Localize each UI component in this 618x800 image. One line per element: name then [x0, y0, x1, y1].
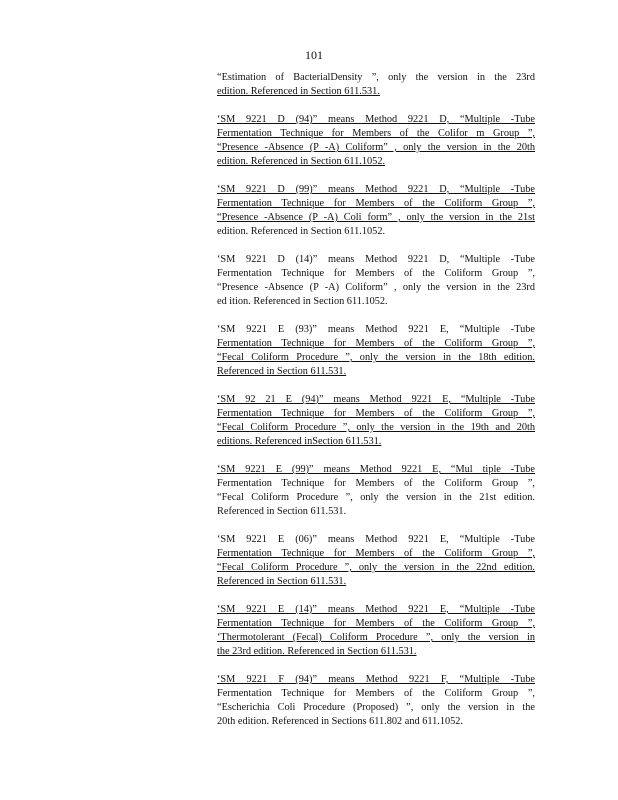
paragraph-line: “Fecal Coliform Procedure ”, only the version in the 22nd edition. — [217, 562, 535, 573]
paragraph-line: Fermentation Technique for Members of the Colifor m Group ”, — [217, 128, 535, 139]
paragraph-line: ‘Thermotolerant (Fecal) Coliform Procedure ”, only the version in — [217, 632, 535, 643]
paragraph-line: edition. Referenced in Section 611.531. — [217, 86, 380, 97]
paragraph-line: “Fecal Coliform Procedure ”, only the version in the 18th edition. — [217, 352, 535, 363]
paragraph-line: “Presence -Absence (P -A) Coliform” , only the version in the 20th — [217, 142, 535, 153]
paragraph-line: ‘SM 9221 E (93)” means Method 9221 E, “Multiple -Tube — [217, 324, 535, 335]
paragraph-line: ed ition. Referenced in Section 611.1052. — [217, 296, 388, 307]
paragraph-line: Referenced in Section 611.531. — [217, 366, 347, 377]
paragraph-line: the 23rd edition. Referenced in Section 611.531. — [217, 646, 417, 657]
definition-paragraph — [217, 533, 535, 589]
definition-paragraph — [217, 393, 535, 449]
definition-paragraph — [217, 183, 535, 239]
definition-paragraph — [217, 71, 535, 99]
paragraph-line: 20th edition. Referenced in Sections 611.802 and 611.1052. — [217, 716, 464, 727]
page-number: 101 — [305, 48, 323, 62]
definition-paragraph — [217, 463, 535, 519]
paragraph-line: ‘SM 9221 D (99)” means Method 9221 D, “Multiple -Tube — [217, 184, 535, 195]
definition-paragraph — [217, 323, 535, 379]
paragraph-line: ‘SM 9221 F (94)” means Method 9221 F, “Multiple -Tube — [217, 674, 535, 685]
paragraph-line: ‘SM 9221 E (06)” means Method 9221 E, “Multiple -Tube — [217, 534, 535, 545]
definition-paragraph — [217, 253, 535, 309]
paragraph-line: Fermentation Technique for Members of the Coliform Group ”, — [217, 338, 535, 349]
paragraph-line: ‘SM 9221 E (99)” means Method 9221 E, “Mul tiple -Tube — [217, 464, 535, 475]
paragraph-line: “Presence -Absence (P -A) Coliform” , only the version in the 23rd — [217, 282, 535, 293]
paragraph-line: Fermentation Technique for Members of the Coliform Group ”, — [217, 408, 535, 419]
paragraph-line: “Escherichia Coli Procedure (Proposed) ”, only the version in the — [217, 702, 535, 713]
paragraph-line: Fermentation Technique for Members of the Coliform Group ”, — [217, 618, 535, 629]
paragraph-line: Fermentation Technique for Members of the Coliform Group ”, — [217, 688, 535, 699]
definition-paragraph — [217, 113, 535, 169]
paragraph-line: Referenced in Section 611.531. — [217, 506, 347, 517]
paragraph-line: edition. Referenced in Section 611.1052. — [217, 156, 386, 167]
definition-paragraph — [217, 603, 535, 659]
paragraph-line: edition. Referenced in Section 611.1052. — [217, 226, 386, 237]
paragraph-line: Fermentation Technique for Members of the Coliform Group ”, — [217, 268, 535, 279]
paragraph-line: ‘SM 9221 D (14)” means Method 9221 D, “Multiple -Tube — [217, 254, 535, 265]
paragraph-line: ‘SM 92 21 E (94)” means Method 9221 E, “Multiple -Tube — [217, 394, 535, 405]
paragraph-line: Referenced in Section 611.531. — [217, 576, 347, 587]
definition-paragraph — [217, 673, 535, 729]
document-body — [217, 71, 535, 743]
paragraph-line: editions. Referenced inSection 611.531. — [217, 436, 382, 447]
paragraph-line: “Fecal Coliform Procedure ”, only the version in the 21st edition. — [217, 492, 535, 503]
paragraph-line: “Estimation of BacterialDensity ”, only the version in the 23rd — [217, 72, 535, 83]
paragraph-line: Fermentation Technique for Members of the Coliform Group ”, — [217, 198, 535, 209]
paragraph-line: ‘SM 9221 D (94)” means Method 9221 D, “Multiple -Tube — [217, 114, 535, 125]
paragraph-line: ‘SM 9221 E (14)” means Method 9221 E, “Multiple -Tube — [217, 604, 535, 615]
paragraph-line: Fermentation Technique for Members of the Coliform Group ”, — [217, 548, 535, 559]
paragraph-line: Fermentation Technique for Members of the Coliform Group ”, — [217, 478, 535, 489]
paragraph-line: “Presence -Absence (P -A) Coli form” , only the version in the 21st — [217, 212, 535, 223]
paragraph-line: “Fecal Coliform Procedure ”, only the version in the 19th and 20th — [217, 422, 535, 433]
